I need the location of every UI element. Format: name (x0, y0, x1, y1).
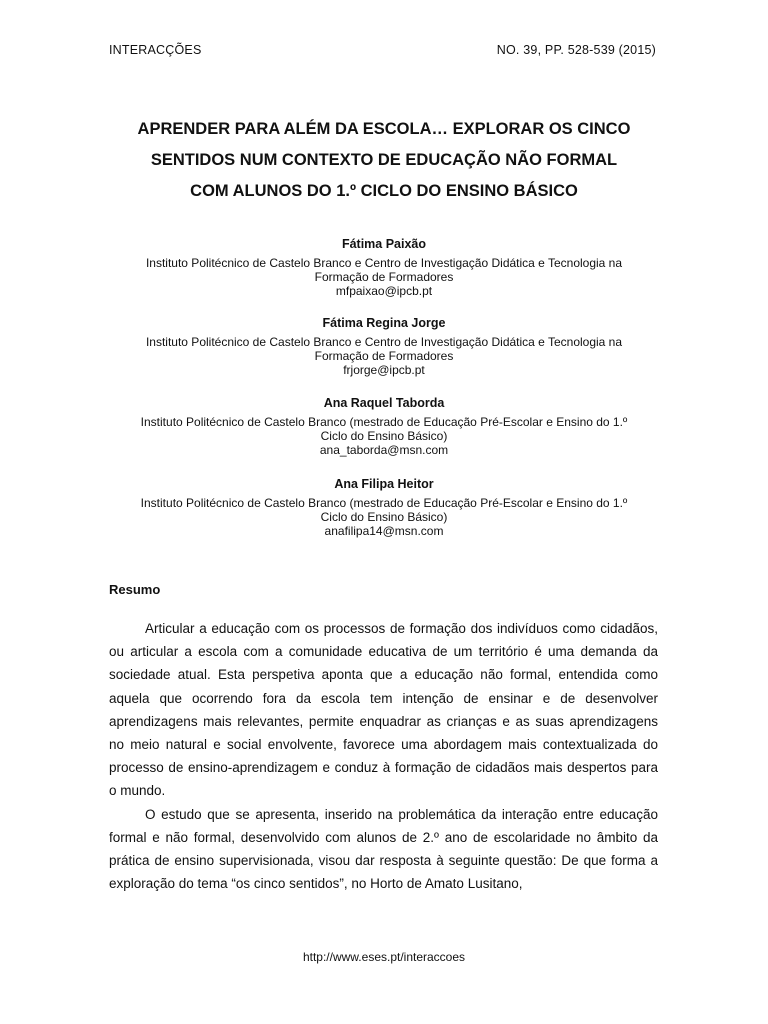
abstract-heading: Resumo (109, 582, 161, 597)
author-name: Ana Filipa Heitor (334, 477, 434, 491)
affiliation-line: Ciclo do Ensino Básico) (320, 509, 448, 524)
author-email[interactable]: ana_taborda@msn.com (319, 443, 449, 457)
author-affiliation (100, 497, 668, 524)
affiliation-line: Instituto Politécnico de Castelo Branco (mestrado de Educação Pré-Escolar e Ensino do 1.º (140, 496, 628, 510)
affiliation-line: Formação de Formadores (314, 269, 454, 284)
author-name: Fátima Paixão (341, 237, 427, 251)
author-block-4 (100, 476, 668, 538)
title-line-2: SENTIDOS NUM CONTEXTO DE EDUCAÇÃO NÃO FORMAL (150, 151, 618, 169)
abstract-paragraph-1: Articular a educação com os processos de formação dos indivíduos como cidadãos, ou articular a escola com a comunidade educativa de um território é uma demanda da sociedade atual. Esta perspetiva aponta que a educação não formal, entendida como aquela que ocorrendo fora da escola tem intenção de ensinar e de desenvolver aprendizagens mais relevantes, permite enquadrar as crianças e as suas aprendizagens no meio natural e social envolvente, favorece uma abordagem mais contextualizada do processo de ensino-aprendizagem e conduz à formação de cidadãos mais despertos para o mundo. (109, 621, 658, 799)
affiliation-line: Ciclo do Ensino Básico) (320, 428, 448, 443)
author-affiliation (100, 336, 668, 363)
title-line-1: APRENDER PARA ALÉM DA ESCOLA… EXPLORAR OS CINCO (137, 120, 631, 138)
author-email[interactable]: anafilipa14@msn.com (324, 524, 444, 538)
author-block-2 (100, 315, 668, 377)
title-line-3: COM ALUNOS DO 1.º CICLO DO ENSINO BÁSICO (190, 182, 578, 200)
author-block-3 (100, 395, 668, 457)
author-name: Ana Raquel Taborda (323, 396, 445, 410)
author-email[interactable]: frjorge@ipcb.pt (343, 363, 425, 377)
author-block-1 (100, 236, 668, 298)
author-name: Fátima Regina Jorge (322, 316, 446, 330)
affiliation-line: Instituto Politécnico de Castelo Branco e Centro de Investigação Didática e Tecnologia na (145, 256, 623, 270)
footer-url[interactable]: http://www.eses.pt/interaccoes (302, 950, 466, 964)
issue-info: NO. 39, PP. 528-539 (2015) (496, 43, 656, 57)
affiliation-line: Instituto Politécnico de Castelo Branco (mestrado de Educação Pré-Escolar e Ensino do 1.º (140, 415, 628, 429)
author-email[interactable]: mfpaixao@ipcb.pt (335, 284, 433, 298)
author-affiliation (100, 257, 668, 284)
affiliation-line: Instituto Politécnico de Castelo Branco e Centro de Investigação Didática e Tecnologia na (145, 335, 623, 349)
abstract-body (109, 617, 658, 895)
abstract-paragraph-2: O estudo que se apresenta, inserido na problemática da interação entre educação formal e não formal, desenvolvido com alunos de 2.º ano de escolaridade no âmbito da prática de ensino supervisionada, visou dar resposta à seguinte questão: De que forma a exploração do tema “os cinco sentidos”, no Horto de Amato Lusitano, (109, 806, 658, 892)
journal-name: INTERACÇÕES (109, 43, 202, 57)
paper-title (90, 114, 678, 207)
affiliation-line: Formação de Formadores (314, 348, 454, 363)
author-affiliation (100, 416, 668, 443)
